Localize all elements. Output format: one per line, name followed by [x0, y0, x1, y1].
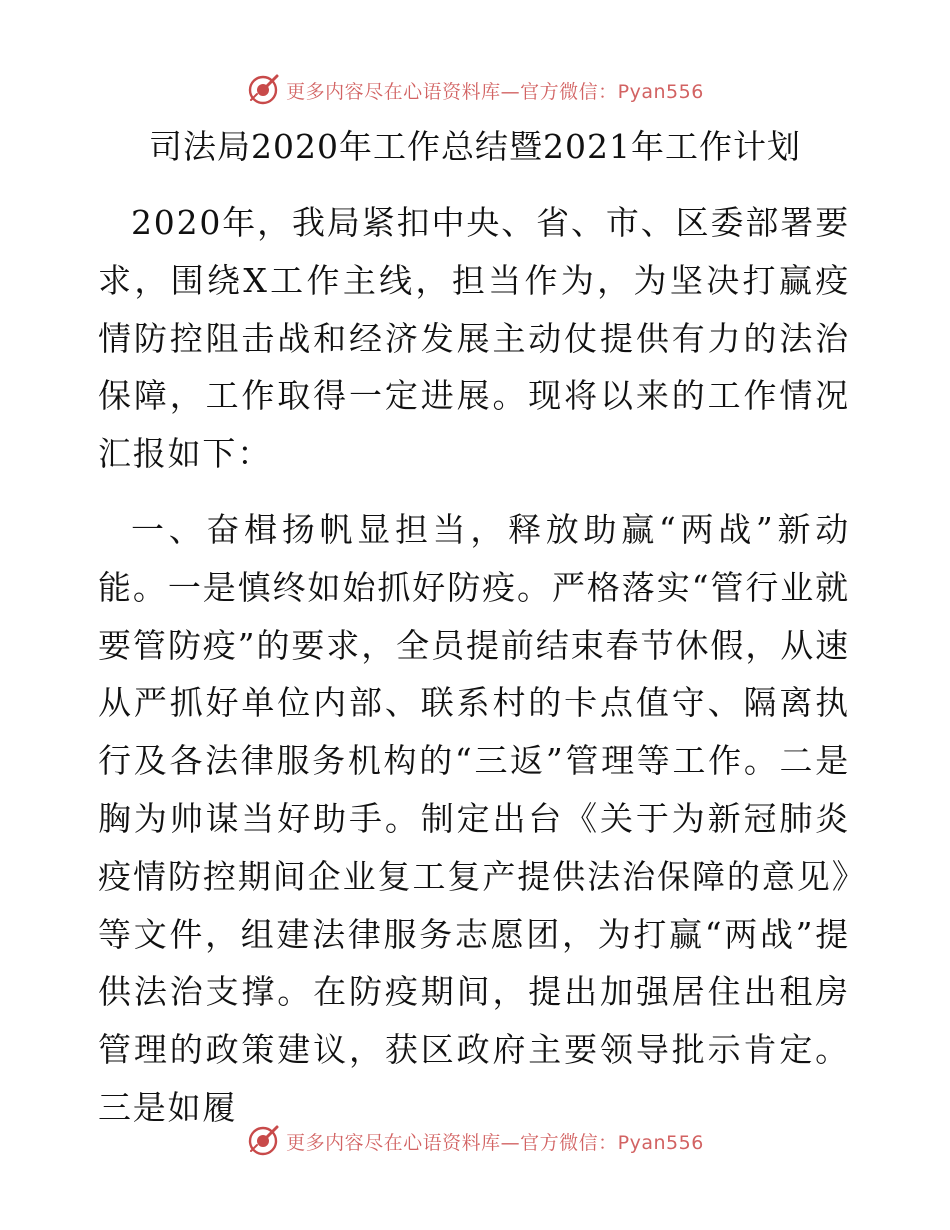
body-paragraph-intro: 2020年，我局紧扣中央、省、市、区委部署要求，围绕X工作主线，担当作为，为坚决打赢疫情防控阻击战和经济发展主动仗提供有力的法治保障，工作取得一定进展。现将以来的工作情况汇报如下： — [98, 203, 850, 474]
watermark-text: 更多内容尽在心语资料库—官方微信：Pyan556 — [286, 1131, 704, 1154]
brush-seal-logo-icon — [246, 73, 280, 107]
watermark-footer — [0, 1121, 950, 1161]
watermark-text: 更多内容尽在心语资料库—官方微信：Pyan556 — [286, 80, 704, 103]
brush-seal-logo-icon — [246, 1124, 280, 1158]
document-title: 司法局2020年工作总结暨2021年工作计划 — [149, 127, 801, 166]
body-paragraph-section-one: 一、奋楫扬帆显担当，释放助赢“两战”新动能。一是慎终如始抓好防疫。严格落实“管行业就要管防疫”的要求，全员提前结束春节休假，从速从严抓好单位内部、联系村的卡点值守、隔离执行及各法律服务机构的“三返”管理等工作。二是胸为帅谋当好助手。制定出台《关于为新冠肺炎疫情防控期间企业复工复产提供法治保障的意见》等文件，组建法律服务志愿团，为打赢“两战”提供法治支撑。在防疫期间，提出加强居住出租房管理的政策建议，获区政府主要领导批示肯定。三是如履 — [98, 510, 850, 1127]
watermark-header — [0, 70, 950, 110]
